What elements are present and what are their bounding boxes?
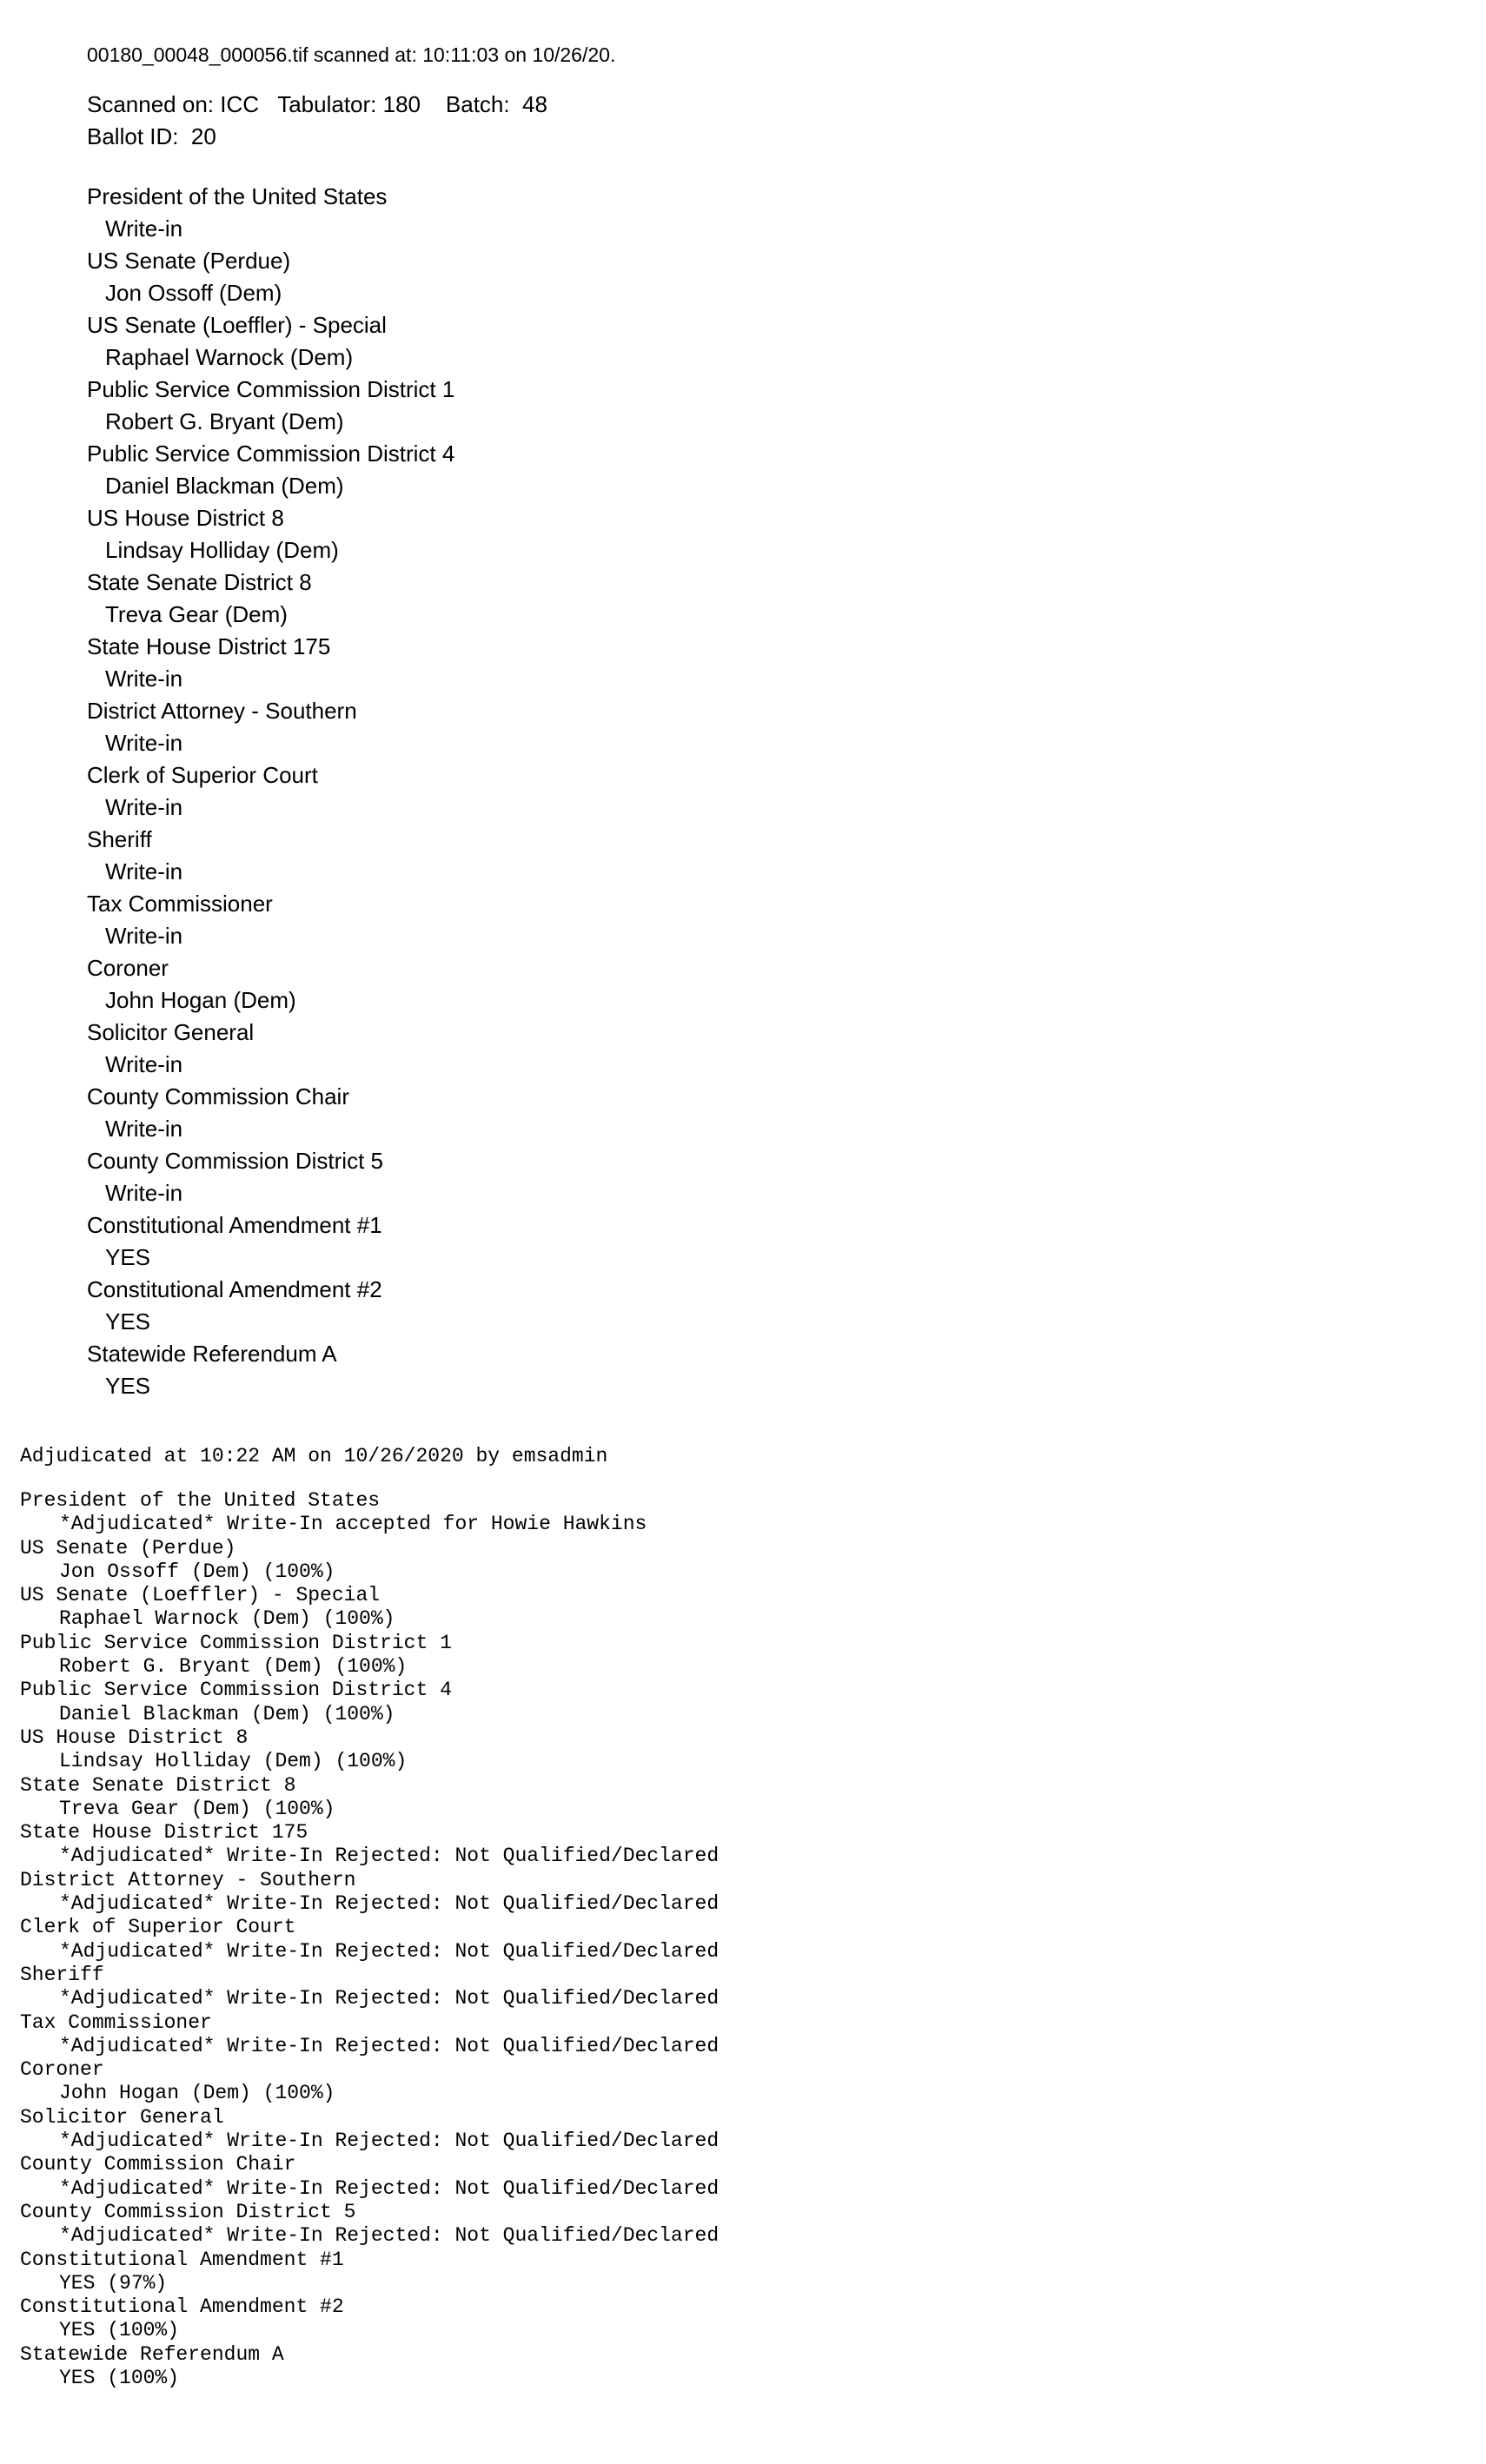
- race-name: Sheriff: [87, 826, 152, 852]
- race-choice: Jon Ossoff (Dem): [105, 280, 282, 306]
- adjudicated-race-result: John Hogan (Dem) (100%): [59, 2082, 335, 2105]
- scan-race-item: [87, 309, 615, 374]
- adjudicated-race-name: Clerk of Superior Court: [20, 1916, 296, 1939]
- scan-race-item: [87, 181, 615, 245]
- adjudicated-race-result: Robert G. Bryant (Dem) (100%): [59, 1655, 408, 1679]
- adjudicated-race-name: District Attorney - Southern: [20, 1868, 356, 1891]
- adjudicated-race-item: [20, 1537, 719, 1585]
- scan-race-item: [87, 631, 615, 695]
- adjudicated-race-result: Jon Ossoff (Dem) (100%): [59, 1560, 335, 1583]
- race-choice: Treva Gear (Dem): [105, 601, 288, 627]
- adjudicated-race-name: Sheriff: [20, 1963, 104, 1986]
- race-name: Tax Commissioner: [87, 891, 273, 917]
- race-name: US Senate (Perdue): [87, 248, 291, 274]
- race-choice: Write-in: [105, 923, 183, 949]
- race-choice: Write-in: [105, 1051, 183, 1077]
- adjudicated-race-item: [20, 2201, 719, 2249]
- race-choice: Write-in: [105, 1116, 183, 1142]
- scan-race-item: [87, 952, 615, 1017]
- adjudicated-race-name: Solicitor General: [20, 2105, 224, 2129]
- race-name: Public Service Commission District 4: [87, 440, 455, 467]
- race-name: Constitutional Amendment #1: [87, 1212, 382, 1238]
- scan-meta: [87, 89, 615, 153]
- scan-race-item: [87, 1017, 615, 1081]
- adjudicated-race-result: YES (100%): [59, 2319, 180, 2342]
- scan-race-item: [87, 824, 615, 888]
- adjudicated-race-name: Statewide Referendum A: [20, 2342, 284, 2366]
- adjudicated-race-name: President of the United States: [20, 1489, 381, 1512]
- race-choice: Write-in: [105, 730, 183, 756]
- scan-race-item: [87, 1081, 615, 1145]
- adjudicated-race-item: [20, 1964, 719, 2011]
- adjudicated-race-name: Coroner: [20, 2058, 104, 2082]
- adjudicated-race-item: [20, 1489, 719, 1537]
- adjudicated-race-item: [20, 2343, 719, 2391]
- adjudicated-race-item: [20, 1821, 719, 1869]
- scanned-on-line: Scanned on: ICC Tabulator: 180 Batch: 48: [87, 91, 547, 117]
- adjudicated-race-item: [20, 2249, 719, 2296]
- race-name: Public Service Commission District 1: [87, 376, 455, 402]
- scan-race-list: [87, 181, 615, 1402]
- race-choice: YES: [105, 1373, 151, 1399]
- adjudicated-race-item: [20, 2153, 719, 2201]
- adjudicated-race-item: [20, 1632, 719, 1679]
- adjudicated-race-item: [20, 1679, 719, 1726]
- adjudicated-race-name: Constitutional Amendment #1: [20, 2248, 344, 2271]
- adjudication-race-list: [20, 1489, 719, 2390]
- race-choice: Raphael Warnock (Dem): [105, 344, 354, 370]
- race-name: Coroner: [87, 955, 169, 981]
- scan-race-item: [87, 245, 615, 309]
- race-name: US Senate (Loeffler) - Special: [87, 312, 387, 338]
- scan-race-item: [87, 888, 615, 952]
- race-name: State Senate District 8: [87, 569, 312, 595]
- scan-section: [87, 40, 615, 1402]
- adjudicated-race-result: YES (100%): [59, 2366, 180, 2389]
- adjudicated-race-result: *Adjudicated* Write-In Rejected: Not Qualified/Declared: [59, 2224, 720, 2248]
- adjudicated-race-name: State House District 175: [20, 1821, 308, 1845]
- adjudicated-race-result: Lindsay Holliday (Dem) (100%): [59, 1750, 408, 1773]
- race-choice: Write-in: [105, 1180, 183, 1206]
- race-choice: YES: [105, 1244, 151, 1270]
- adjudicated-race-result: YES (97%): [59, 2271, 168, 2295]
- race-name: State House District 175: [87, 633, 331, 659]
- adjudicated-race-result: *Adjudicated* Write-In Rejected: Not Qualified/Declared: [59, 1939, 720, 1963]
- adjudicated-race-name: Public Service Commission District 1: [20, 1631, 452, 1654]
- race-choice: Lindsay Holliday (Dem): [105, 537, 339, 563]
- scan-race-item: [87, 1274, 615, 1338]
- adjudicated-race-item: [20, 1774, 719, 1822]
- scan-race-item: [87, 374, 615, 438]
- adjudicated-race-item: [20, 2058, 719, 2106]
- adjudicated-race-result: *Adjudicated* Write-In Rejected: Not Qualified/Declared: [59, 2176, 720, 2200]
- scan-file-line: 00180_00048_000056.tif scanned at: 10:11:03 on 10/26/20.: [87, 43, 616, 66]
- adjudicated-race-name: County Commission District 5: [20, 2200, 356, 2223]
- adjudicated-race-item: [20, 1869, 719, 1917]
- adjudicated-race-result: Treva Gear (Dem) (100%): [59, 1797, 335, 1820]
- race-choice: Write-in: [105, 666, 183, 692]
- race-choice: Write-in: [105, 794, 183, 820]
- adjudicated-race-item: [20, 2295, 719, 2343]
- scan-race-item: [87, 438, 615, 502]
- race-name: Solicitor General: [87, 1019, 255, 1045]
- race-choice: John Hogan (Dem): [105, 987, 296, 1013]
- race-name: County Commission Chair: [87, 1083, 349, 1109]
- adjudicated-race-name: Tax Commissioner: [20, 2010, 212, 2034]
- race-choice: Robert G. Bryant (Dem): [105, 408, 344, 434]
- race-name: District Attorney - Southern: [87, 698, 357, 724]
- adjudicated-race-result: Daniel Blackman (Dem) (100%): [59, 1702, 395, 1725]
- race-choice: Daniel Blackman (Dem): [105, 473, 344, 499]
- adjudicated-race-item: [20, 2106, 719, 2154]
- race-choice: Write-in: [105, 858, 183, 884]
- adjudication-section: [20, 1442, 719, 2390]
- scan-race-item: [87, 566, 615, 631]
- ballot-id-line: Ballot ID: 20: [87, 123, 216, 149]
- adjudication-header: Adjudicated at 10:22 AM on 10/26/2020 by emsadmin: [20, 1445, 608, 1467]
- race-choice: Write-in: [105, 215, 183, 242]
- adjudicated-race-result: *Adjudicated* Write-In Rejected: Not Qualified/Declared: [59, 2034, 720, 2057]
- adjudicated-race-name: US Senate (Perdue): [20, 1536, 236, 1560]
- adjudicated-race-item: [20, 1584, 719, 1632]
- adjudicated-race-result: *Adjudicated* Write-In Rejected: Not Qualified/Declared: [59, 1987, 720, 2010]
- adjudicated-race-result: Raphael Warnock (Dem) (100%): [59, 1607, 395, 1631]
- scan-race-item: [87, 1209, 615, 1274]
- scan-race-item: [87, 759, 615, 824]
- race-name: Constitutional Amendment #2: [87, 1276, 382, 1302]
- adjudicated-race-result: *Adjudicated* Write-In Rejected: Not Qualified/Declared: [59, 2130, 720, 2153]
- adjudicated-race-item: [20, 1916, 719, 1964]
- scan-race-item: [87, 1145, 615, 1209]
- adjudicated-race-item: [20, 1726, 719, 1774]
- adjudicated-race-name: County Commission Chair: [20, 2153, 296, 2176]
- race-name: Clerk of Superior Court: [87, 762, 318, 788]
- adjudicated-race-result: *Adjudicated* Write-In Rejected: Not Qualified/Declared: [59, 1892, 720, 1916]
- adjudicated-race-name: US House District 8: [20, 1725, 249, 1749]
- race-name: President of the United States: [87, 183, 388, 209]
- adjudicated-race-result: *Adjudicated* Write-In accepted for Howie Hawkins: [59, 1513, 647, 1536]
- scan-race-item: [87, 1338, 615, 1402]
- race-name: County Commission District 5: [87, 1148, 383, 1174]
- race-choice: YES: [105, 1308, 151, 1335]
- adjudicated-race-name: Public Service Commission District 4: [20, 1679, 452, 1702]
- scan-race-item: [87, 502, 615, 566]
- race-name: Statewide Referendum A: [87, 1341, 337, 1367]
- scan-race-item: [87, 695, 615, 759]
- adjudicated-race-name: Constitutional Amendment #2: [20, 2295, 344, 2319]
- adjudicated-race-name: State Senate District 8: [20, 1773, 296, 1797]
- adjudicated-race-result: *Adjudicated* Write-In Rejected: Not Qualified/Declared: [59, 1845, 720, 1868]
- adjudicated-race-name: US Senate (Loeffler) - Special: [20, 1584, 381, 1607]
- adjudicated-race-item: [20, 2011, 719, 2059]
- race-name: US House District 8: [87, 505, 284, 531]
